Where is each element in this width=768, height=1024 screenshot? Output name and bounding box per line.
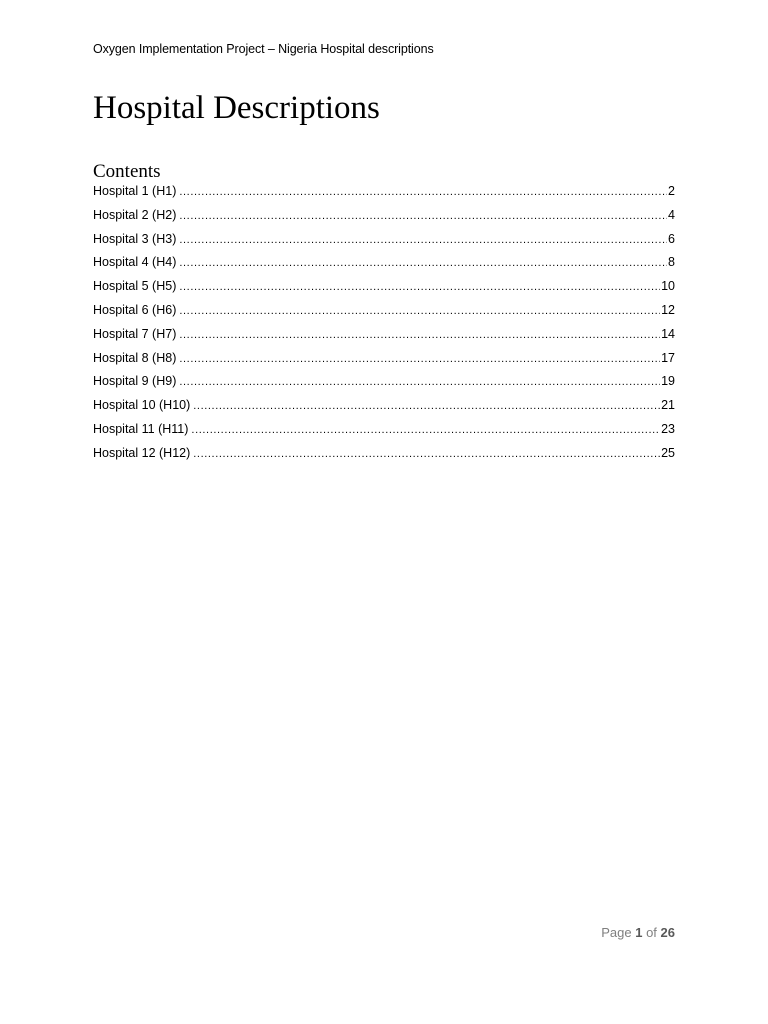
toc-entry-label: Hospital 4 (H4)	[93, 255, 177, 270]
page-header: Oxygen Implementation Project – Nigeria Hospital descriptions	[93, 42, 434, 56]
toc-entry-label: Hospital 10 (H10)	[93, 398, 191, 413]
toc-entry[interactable]	[93, 204, 675, 228]
footer-page-word: Page	[601, 925, 632, 940]
toc-entry-page: 6	[668, 231, 675, 246]
toc-entry-label: Hospital 2 (H2)	[93, 207, 177, 222]
toc-dot-leader	[179, 371, 660, 395]
toc-entry[interactable]	[93, 323, 675, 347]
toc-entry-page: 25	[661, 445, 675, 460]
toc-entry[interactable]	[93, 299, 675, 323]
toc-entry[interactable]	[93, 347, 675, 371]
toc-entry[interactable]	[93, 418, 675, 442]
toc-entry-label: Hospital 9 (H9)	[93, 374, 177, 389]
toc-entry[interactable]	[93, 228, 675, 252]
toc-entry-label: Hospital 7 (H7)	[93, 326, 177, 341]
toc-entry-label: Hospital 1 (H1)	[93, 184, 177, 198]
toc-entry-label: Hospital 6 (H6)	[93, 302, 177, 317]
toc-entry-page: 14	[661, 326, 675, 341]
table-of-contents	[93, 180, 675, 466]
toc-entry-page: 10	[661, 279, 675, 294]
footer-current-page: 1	[635, 925, 643, 940]
toc-entry-page: 12	[661, 302, 675, 317]
toc-dot-leader	[179, 229, 667, 253]
toc-entry-page: 23	[661, 421, 675, 436]
footer-of-word: of	[646, 925, 657, 940]
toc-entry-label: Hospital 3 (H3)	[93, 231, 177, 246]
toc-dot-leader	[179, 181, 667, 205]
toc-dot-leader	[179, 276, 660, 300]
toc-entry-page: 17	[661, 350, 675, 365]
page-number-footer	[601, 925, 675, 940]
toc-dot-leader	[193, 395, 660, 419]
toc-heading: Contents	[93, 161, 161, 182]
toc-dot-leader	[191, 419, 660, 443]
toc-dot-leader	[193, 443, 660, 467]
toc-entry-label: Hospital 12 (H12)	[93, 445, 191, 460]
toc-dot-leader	[179, 324, 660, 348]
footer-total-pages: 26	[660, 925, 675, 940]
document-title: Hospital Descriptions	[93, 90, 380, 126]
toc-entry-page: 8	[668, 255, 675, 270]
toc-dot-leader	[179, 205, 667, 229]
toc-entry-page: 19	[661, 374, 675, 389]
toc-entry-label: Hospital 8 (H8)	[93, 350, 177, 365]
toc-entry-label: Hospital 5 (H5)	[93, 279, 177, 294]
toc-entry[interactable]	[93, 275, 675, 299]
toc-entry-page: 2	[668, 184, 675, 198]
toc-entry-label: Hospital 11 (H11)	[93, 421, 189, 436]
toc-dot-leader	[179, 348, 660, 372]
toc-entry[interactable]	[93, 394, 675, 418]
toc-dot-leader	[179, 252, 667, 276]
toc-entry[interactable]	[93, 251, 675, 275]
toc-entry-page: 4	[668, 207, 675, 222]
toc-entry[interactable]	[93, 442, 675, 466]
toc-entry[interactable]	[93, 370, 675, 394]
toc-entry[interactable]	[93, 180, 675, 204]
toc-dot-leader	[179, 300, 660, 324]
toc-entry-page: 21	[661, 398, 675, 413]
